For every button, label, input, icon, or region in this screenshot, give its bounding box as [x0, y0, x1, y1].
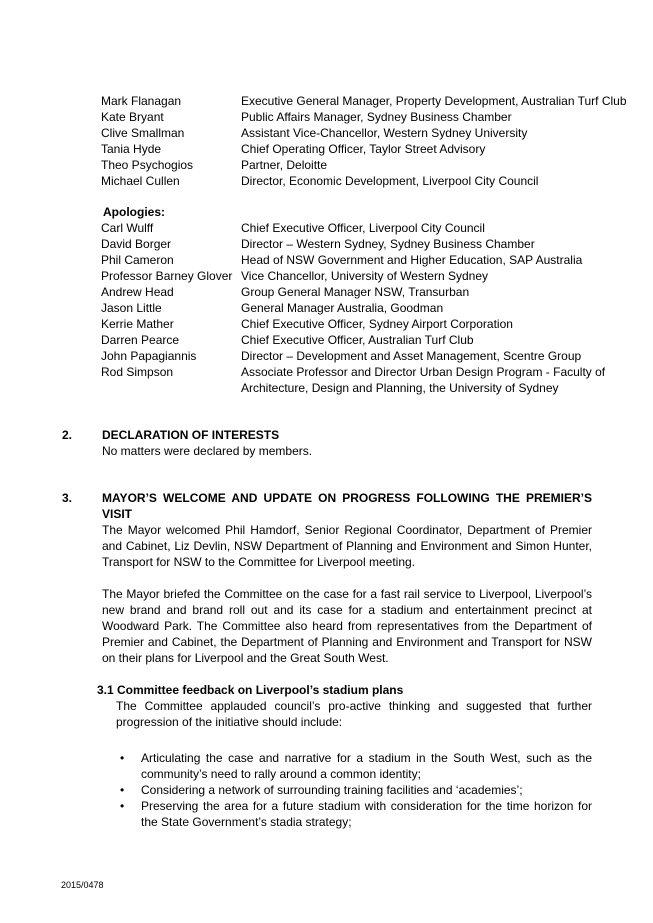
attendee-role: Director, Economic Development, Liverpool City Council [241, 174, 539, 188]
apology-role: Director – Development and Asset Management, Scentre Group [241, 349, 582, 363]
attendee-role: Assistant Vice-Chancellor, Western Sydney University [241, 126, 528, 140]
apology-name: Carl Wulff [101, 221, 154, 235]
attendee-role: Public Affairs Manager, Sydney Business Chamber [241, 110, 512, 124]
apology-role: Director – Western Sydney, Sydney Business Chamber [241, 237, 535, 251]
apology-name: Jason Little [101, 301, 162, 315]
apology-role: Chief Executive Officer, Liverpool City Council [241, 221, 485, 235]
attendee-row [101, 109, 641, 125]
apology-role: Group General Manager NSW, Transurban [241, 285, 470, 299]
apology-row [101, 300, 641, 316]
section-heading: DECLARATION OF INTERESTS [102, 428, 280, 442]
section-paragraph: The Mayor welcomed Phil Hamdorf, Senior Regional Coordinator, Department of Premier and Cabinet, Liz Devlin, NSW Department of Planning and Environment and Simon Hunter, Transport for NSW to the Committee for Liverpool meeting. [102, 523, 592, 569]
apology-role: Associate Professor and Director Urban Design Program - Faculty of Architecture, Design and Planning, the University of Sydney [241, 365, 606, 395]
attendee-role: Partner, Deloitte [241, 158, 328, 172]
apology-row [101, 332, 641, 348]
attendee-name: Tania Hyde [101, 142, 162, 156]
apology-name: Darren Pearce [101, 333, 180, 347]
apology-role: Head of NSW Government and Higher Education, SAP Australia [241, 253, 583, 267]
feedback-bullet-list [117, 750, 592, 830]
apology-row [101, 348, 641, 364]
attendee-row [101, 141, 641, 157]
attendee-row [101, 125, 641, 141]
attendee-role: Chief Operating Officer, Taylor Street Advisory [241, 142, 486, 156]
attendee-role: Executive General Manager, Property Development, Australian Turf Club [241, 94, 627, 108]
attendee-name: Kate Bryant [101, 110, 164, 124]
apology-role: Chief Executive Officer, Australian Turf Club [241, 333, 474, 347]
apology-row [101, 252, 641, 268]
apology-role: Vice Chancellor, University of Western Sydney [241, 269, 489, 283]
apology-role: General Manager Australia, Goodman [241, 301, 444, 315]
attendee-row [101, 157, 641, 173]
section-mayors-welcome [62, 490, 592, 666]
apology-name: Andrew Head [101, 285, 174, 299]
apology-name: Rod Simpson [101, 365, 174, 379]
attendee-name: Mark Flanagan [101, 94, 182, 108]
list-item: • Considering a network of surrounding training facilities and ‘academies’; [117, 782, 592, 798]
apology-name: David Borger [101, 237, 172, 251]
attendee-name: Michael Cullen [101, 174, 180, 188]
apology-row [101, 220, 641, 236]
list-item: • Articulating the case and narrative for a stadium in the South West, such as the community’s need to rally around a common identity; [117, 750, 592, 782]
section-declaration-of-interests [62, 427, 592, 459]
apology-row [101, 236, 641, 252]
apology-row [101, 284, 641, 300]
attendee-name: Theo Psychogios [101, 158, 194, 172]
section-text: No matters were declared by members. [102, 444, 313, 458]
apology-name: Professor Barney Glover [101, 269, 233, 283]
section-number: 3. [62, 491, 73, 505]
apologies-heading: Apologies: [103, 205, 165, 219]
subsection-intro: The Committee applauded council’s pro-active thinking and suggested that further progression of the initiative should include: [116, 699, 592, 729]
attendee-name: Clive Smallman [101, 126, 185, 140]
list-item: • Preserving the area for a future stadium with consideration for the time horizon for the State Government’s stadia strategy; [117, 798, 592, 830]
subsection-title: 3.1 Committee feedback on Liverpool’s stadium plans [97, 683, 404, 697]
apology-name: Kerrie Mather [101, 317, 174, 331]
apology-role: Chief Executive Officer, Sydney Airport Corporation [241, 317, 513, 331]
subsection-stadium-feedback [97, 682, 592, 730]
section-paragraph: The Mayor briefed the Committee on the case for a fast rail service to Liverpool, Liverpool’s new brand and brand roll out and its case for a stadium and entertainment precinct at Woodward Park. The Committee also heard from representatives from the Department of Premier and Cabinet, the Department of Planning and Environment and Transport for NSW on their plans for Liverpool and the Great South West. [102, 587, 592, 665]
section-heading: MAYOR’S WELCOME AND UPDATE ON PROGRESS FOLLOWING THE PREMIER’S VISIT [102, 491, 592, 521]
apologies-list [101, 220, 641, 396]
apology-name: John Papagiannis [101, 349, 197, 363]
document-reference: 2015/0478 [61, 880, 104, 890]
attendee-row [101, 173, 641, 189]
apology-name: Phil Cameron [101, 253, 174, 267]
section-number: 2. [62, 428, 73, 442]
apology-row [101, 316, 641, 332]
attendees-list [101, 93, 641, 189]
attendee-row [101, 93, 641, 109]
apology-row [101, 364, 641, 396]
apology-row [101, 268, 641, 284]
